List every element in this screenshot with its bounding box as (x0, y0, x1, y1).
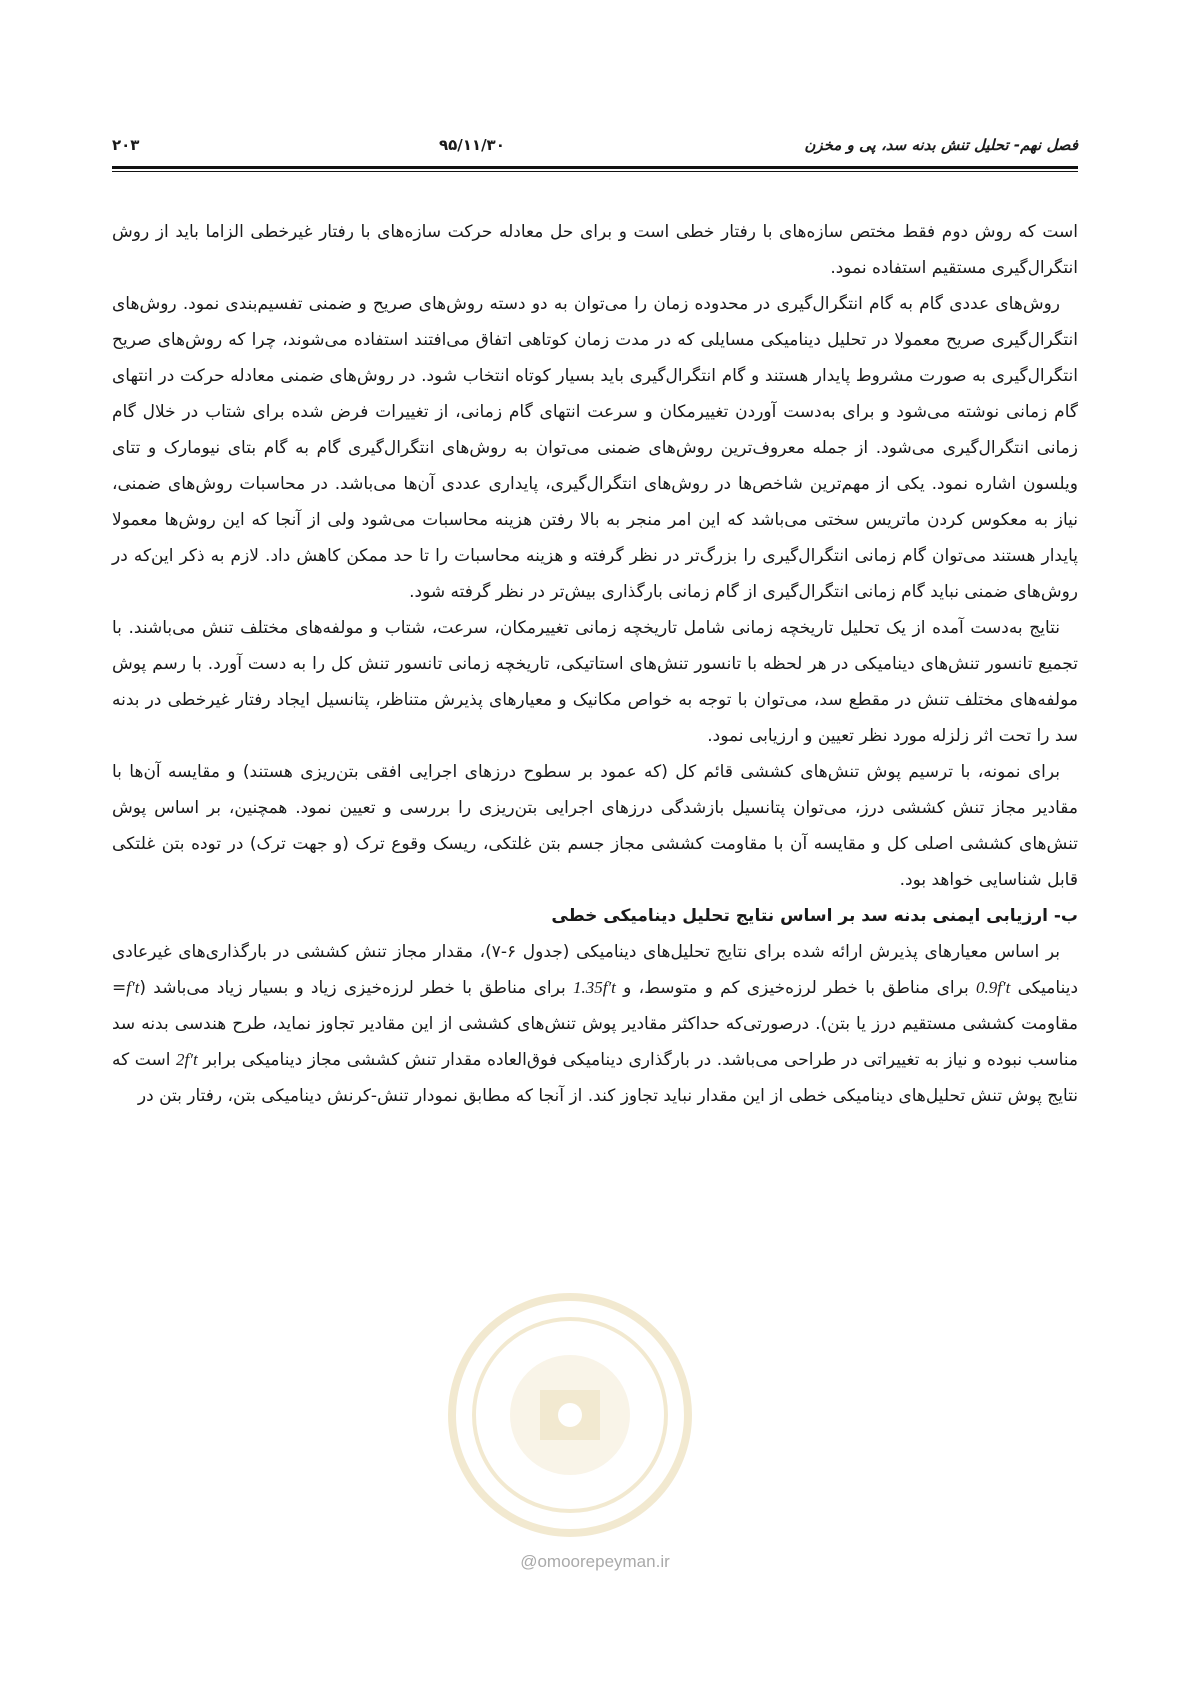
page-header (112, 128, 1078, 154)
paragraph: است که روش دوم فقط مختص سازه‌های با رفتار خطی است و برای حل معادله حرکت سازه‌های با رفتار غیرخطی الزاما باید از روش انتگرال‌گیری مستقیم استفاده نمود. (112, 222, 1078, 278)
chapter-title: فصل نهم- تحلیل تنش بدنه سد، پی و مخزن (804, 136, 1078, 154)
section-heading: ب- ارزیابی ایمنی بدنه سد بر اساس نتایج تحلیل دینامیکی خطی (551, 906, 1078, 926)
watermark-seal-icon (445, 1290, 695, 1540)
paragraph: روش‌های عددی گام به گام انتگرال‌گیری در محدوده زمان را می‌توان به دو دسته روش‌های صریح و ضمنی تفسیم‌بندی نمود. روش‌های انتگرال‌گیری صریح معمولا در تحلیل دینامیکی مسایلی که در مدت زمان کوتاهی اتفاق می‌افتند استفاده می‌شوند، چرا که روش‌های صریح انتگرال‌گیری به صورت مشروط پایدار هستند و گام انتگرال‌گیری باید بسیار کوتاه انتخاب شود. در روش‌های ضمنی معادله حرکت در انتهای گام زمانی نوشته می‌شود و برای به‌دست آوردن تغییرمکان و سرعت انتهای گام زمانی، از تغییرات فرض شده برای شتاب در خلال گام زمانی انتگرال‌گیری می‌شود. از جمله معروف‌ترین روش‌های ضمنی می‌توان به روش‌های انتگرال‌گیری گام به گام بتای نیومارک و تتای ویلسون اشاره نمود. یکی از مهم‌ترین شاخص‌ها در روش‌های انتگرال‌گیری، پایداری عددی آن‌ها می‌باشد. در محاسبات روش‌های ضمنی، نیاز به معکوس کردن ماتریس سختی می‌باشد که این امر منجر به بالا رفتن هزینه محاسبات می‌شود ولی از آنجا که این روش‌ها معمولا پایدار هستند می‌توان گام زمانی انتگرال‌گیری را بزرگ‌تر در نظر گرفته و هزینه محاسبات را تا حد ممکن کاهش داد. لازم به ذکر این‌که در روش‌های ضمنی نباید گام زمانی انتگرال‌گیری از گام زمانی بارگذاری بیش‌تر در نظر گرفته شود. (112, 294, 1078, 602)
text-run: = مقاومت کششی مستقیم درز یا بتن). درصورتی‌که حداکثر مقادیر پوش تنش‌های کششی از این مقادیر تجاوز نماید، طرح هندسی بدنه سد مناسب نبوده و نیاز به تغییراتی در طراحی می‌باشد. در بارگذاری دینامیکی فوق‌العاده مقدار تنش کششی مجاز دینامیکی برابر (112, 978, 1079, 1070)
body-text (112, 214, 1078, 1114)
paragraph: برای نمونه، با ترسیم پوش تنش‌های کششی قائم کل (که عمود بر سطوح درزهای اجرایی افقی بتن‌ریزی هستند) و مقایسه آن‌ها با مقادیر مجاز تنش کششی درز، می‌توان پتانسیل بازشدگی درزهای اجرایی بتن‌ریزی را بررسی و تعیین نمود. همچنین، بر اساس پوش تنش‌های کششی اصلی کل و مقایسه آن با مقاومت کششی مجاز جسم بتن غلتکی، ریسک وقوع ترک (و جهت ترک) در توده بتن غلتکی قابل شناسایی خواهد بود. (112, 762, 1078, 890)
document-page (112, 128, 1078, 1114)
text-run: برای مناطق با خطر لرزه‌خیزی کم و متوسط، و (623, 978, 969, 998)
formula: 0.9f′t (975, 978, 1011, 997)
text-run: برای مناطق با خطر لرزه‌خیزی زیاد و بسیار زیاد می‌باشد ( (139, 978, 566, 998)
formula: 2f′t (176, 1050, 198, 1069)
header-rule-thin (112, 171, 1078, 172)
header-date: ۹۵/۱۱/۳۰ (438, 136, 505, 154)
formula: f′t (126, 978, 140, 997)
page-number: ۲۰۳ (112, 136, 140, 154)
paragraph (112, 934, 1078, 1114)
text-run: است که نتایج پوش تنش تحلیل‌های دینامیکی خطی از این مقدار نباید تجاوز کند. از آنجا که مطابق نمودار تنش-کرنش دینامیکی بتن، رفتار بتن در (112, 1050, 1078, 1106)
formula: 1.35f′t (572, 978, 616, 997)
header-rule-thick (112, 166, 1078, 169)
text-run: بر اساس معیارهای پذیرش ارائه شده برای نتایج تحلیل‌های دینامیکی (جدول ۶-۷)، مقدار مجاز تنش کششی در بارگذاری‌های غیرعادی دینامیکی (112, 942, 1079, 998)
paragraph: نتایج به‌دست آمده از یک تحلیل تاریخچه زمانی شامل تاریخچه زمانی تغییرمکان، سرعت، شتاب و مولفه‌های مختلف تنش می‌باشند. با تجمیع تانسور تنش‌های دینامیکی در هر لحظه با تانسور تنش‌های استاتیکی، تاریخچه زمانی تانسور تنش کل را به دست آورد. با رسم پوش مولفه‌های مختلف تنش در مقطع سد، می‌توان با توجه به خواص مکانیک و معیارهای پذیرش متناظر، پتانسیل ایجاد رفتار غیرخطی در بدنه سد را تحت اثر زلزله مورد نظر تعیین و ارزیابی نمود. (112, 618, 1078, 746)
watermark-text: @omoorepeyman.ir (520, 1552, 670, 1571)
